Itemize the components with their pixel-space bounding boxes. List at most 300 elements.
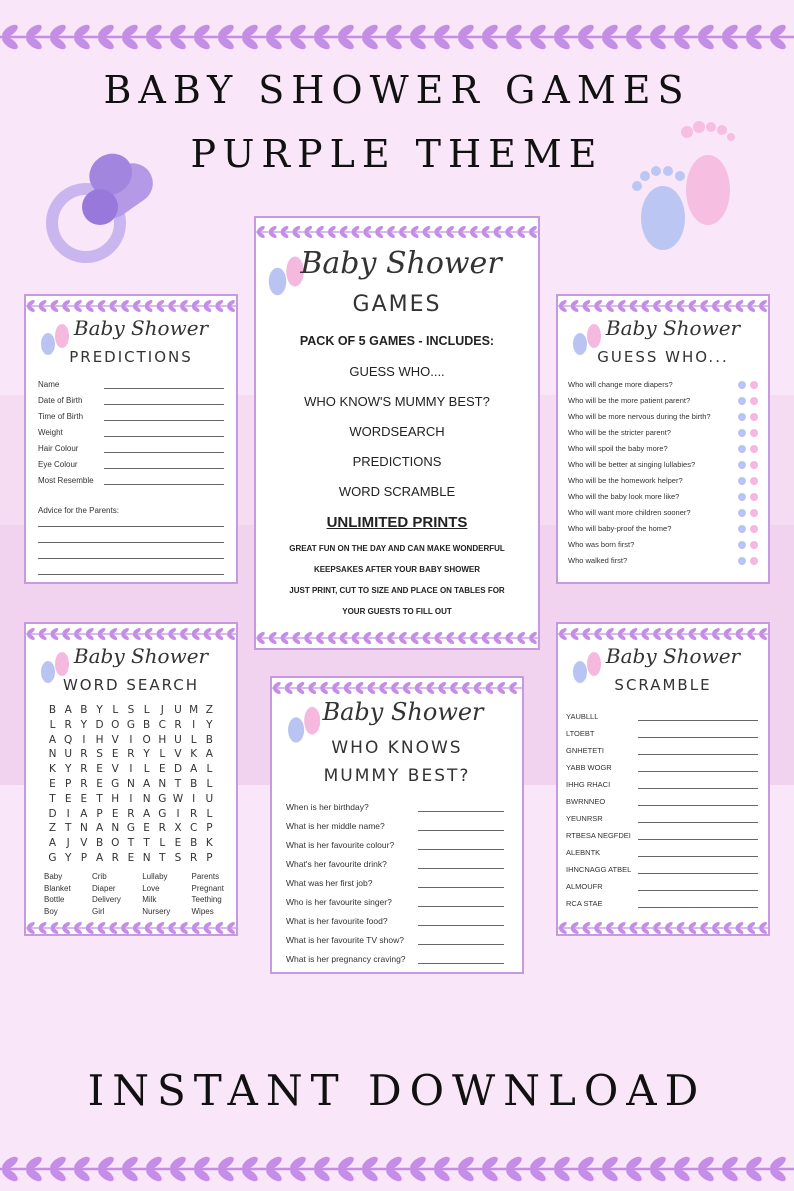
grid-letter[interactable]: N — [111, 822, 120, 835]
page-title: BABY SHOWER GAMES — [103, 68, 691, 112]
scramble-word — [566, 797, 758, 807]
grid-letter[interactable]: V — [80, 837, 88, 850]
card-vine-bottom — [558, 920, 768, 936]
grid-letter[interactable]: D — [95, 718, 104, 731]
question-text: Who will change more diapers? — [568, 380, 673, 389]
choice-dot-pink[interactable] — [750, 557, 758, 565]
answer-line — [638, 856, 758, 857]
grid-letter[interactable]: J — [160, 704, 164, 716]
grid-letter[interactable]: E — [111, 807, 119, 820]
grid-letter[interactable]: R — [174, 718, 182, 731]
grid-letter[interactable]: I — [129, 763, 133, 776]
prediction-label: Hair Colour — [38, 444, 79, 453]
grid-letter[interactable]: V — [174, 748, 182, 761]
grid-letter[interactable]: A — [95, 822, 104, 835]
choice-dot-pink[interactable] — [750, 397, 758, 405]
choice-dot-pink[interactable] — [750, 461, 758, 469]
game-item: WORD SCRAMBLE — [338, 484, 456, 499]
grid-letter[interactable]: T — [174, 777, 182, 790]
grid-letter[interactable]: D — [48, 807, 57, 820]
script-title: Baby Shower — [605, 644, 741, 668]
answer-line — [638, 805, 758, 806]
grid-letter[interactable]: L — [190, 733, 197, 746]
grid-letter[interactable]: N — [142, 792, 151, 805]
answer-line — [638, 839, 758, 840]
grid-letter[interactable]: A — [205, 748, 213, 761]
grid-letter[interactable]: N — [158, 777, 167, 790]
grid-letter[interactable]: P — [65, 777, 72, 790]
grid-letter[interactable]: N — [142, 851, 151, 864]
answer-line — [418, 887, 504, 888]
grid-letter[interactable]: R — [80, 748, 88, 761]
question-text: Who will spoil the baby more? — [568, 444, 668, 453]
grid-letter[interactable]: E — [127, 851, 135, 864]
word-item: Blanket — [44, 883, 71, 893]
scramble-word — [566, 848, 758, 858]
answer-line — [418, 868, 504, 869]
grid-letter[interactable]: R — [80, 777, 88, 790]
grid-letter[interactable]: S — [127, 704, 135, 716]
card-who-knows-mummy — [270, 676, 524, 974]
word-list — [44, 871, 224, 917]
choice-dot-blue[interactable] — [738, 461, 746, 469]
grid-letter[interactable]: B — [143, 718, 151, 731]
grid-letter[interactable]: R — [190, 851, 198, 864]
choice-dot-blue[interactable] — [738, 397, 746, 405]
grid-letter[interactable]: R — [127, 748, 135, 761]
word-item: Delivery — [91, 895, 121, 904]
grid-letter[interactable]: Y — [206, 718, 213, 731]
grid-letter[interactable]: Y — [80, 718, 88, 731]
scramble-word — [566, 712, 758, 722]
mummy-question — [286, 821, 504, 832]
word-item: Pregnant — [191, 883, 224, 893]
grid-letter[interactable]: U — [174, 704, 182, 716]
card-heading: SCRAMBLE — [614, 676, 712, 694]
grid-letter[interactable]: L — [143, 704, 150, 716]
question-text: Who will be better at singing lullabies? — [568, 460, 696, 469]
grid-letter[interactable]: O — [111, 837, 120, 850]
card-heading: GAMES — [352, 292, 442, 317]
question-text: What was her first job? — [286, 878, 373, 888]
answer-line — [418, 944, 504, 945]
word-item: Baby — [44, 872, 63, 881]
choice-dot-pink[interactable] — [750, 381, 758, 389]
grid-letter[interactable]: B — [80, 704, 88, 716]
card-heading-line1: WHO KNOWS — [331, 738, 463, 758]
guess-who-question — [568, 380, 758, 390]
scrambled-text: ALMOUFR — [566, 882, 603, 891]
grid-letter[interactable]: T — [49, 792, 56, 805]
grid-letter[interactable]: C — [158, 718, 166, 731]
grid-letter[interactable]: A — [143, 777, 151, 790]
question-text: Who will baby-proof the home? — [568, 524, 672, 533]
vine-border-bottom — [0, 1152, 794, 1186]
grid-row — [46, 748, 216, 763]
question-text: Who will want more children sooner? — [568, 508, 691, 517]
guess-who-question — [568, 540, 758, 550]
grid-letter[interactable]: B — [48, 704, 57, 716]
grid-row — [46, 808, 216, 823]
vine-border-top — [0, 20, 794, 54]
answer-line — [638, 720, 758, 721]
grid-row — [46, 852, 216, 867]
answer-line — [418, 963, 504, 964]
grid-letter[interactable]: A — [48, 837, 57, 850]
grid-letter[interactable]: Y — [64, 763, 72, 776]
grid-letter[interactable]: R — [127, 807, 135, 820]
answer-line — [638, 788, 758, 789]
grid-letter[interactable]: O — [142, 733, 151, 746]
grid-letter[interactable]: I — [192, 792, 196, 805]
grid-letter[interactable]: U — [174, 733, 182, 746]
guess-who-question — [568, 460, 758, 470]
word-item: Teething — [191, 895, 222, 904]
grid-letter[interactable]: R — [158, 822, 166, 835]
advice-line — [38, 550, 224, 560]
choice-dot-pink[interactable] — [750, 525, 758, 533]
prediction-field — [38, 476, 224, 486]
answer-line — [418, 849, 504, 850]
scrambled-text: BWRNNEO — [566, 797, 606, 806]
grid-letter[interactable]: K — [205, 837, 213, 850]
answer-line — [104, 484, 224, 485]
guess-who-question — [568, 444, 758, 454]
choice-dot-pink[interactable] — [750, 509, 758, 517]
choice-dot-pink[interactable] — [750, 445, 758, 453]
grid-letter[interactable]: N — [127, 777, 135, 790]
grid-letter[interactable]: P — [80, 851, 88, 864]
grid-letter[interactable]: I — [129, 733, 133, 746]
grid-letter[interactable]: R — [80, 763, 88, 776]
script-title: Baby Shower — [300, 246, 502, 281]
choice-dot-blue[interactable] — [738, 477, 746, 485]
advice-line — [38, 566, 224, 576]
grid-letter[interactable]: N — [48, 748, 57, 761]
card-heading: WORD SEARCH — [62, 676, 200, 694]
grid-letter[interactable]: I — [66, 807, 70, 820]
mummy-question — [286, 935, 504, 946]
grid-letter[interactable]: G — [111, 777, 120, 790]
answer-line — [638, 771, 758, 772]
scrambled-text: RTBESA NEGFDEI — [566, 831, 631, 840]
grid-row — [46, 704, 216, 719]
script-title: Baby Shower — [322, 698, 484, 726]
grid-letter[interactable]: T — [64, 822, 72, 835]
word-column — [192, 871, 224, 917]
mummy-question — [286, 878, 504, 889]
card-heading-line2: MUMMY BEST? — [323, 766, 471, 786]
word-item: Nursery — [142, 906, 171, 916]
game-item: PREDICTIONS — [352, 454, 442, 469]
pacifier-icon — [38, 135, 168, 265]
grid-letter[interactable]: L — [206, 777, 213, 790]
grid-letter[interactable]: I — [192, 718, 196, 731]
scrambled-text: ALEBNTK — [566, 848, 601, 857]
grid-letter[interactable]: H — [95, 733, 104, 746]
grid-letter[interactable]: R — [111, 851, 119, 864]
grid-letter[interactable]: E — [96, 763, 103, 776]
scrambled-text: YEUNRSR — [566, 814, 603, 823]
grid-letter[interactable]: B — [95, 837, 104, 850]
card-predictions — [24, 294, 238, 584]
grid-letter[interactable]: S — [96, 748, 103, 761]
grid-letter[interactable]: D — [173, 763, 183, 776]
choice-dot-blue[interactable] — [738, 525, 746, 533]
grid-letter[interactable]: I — [82, 733, 86, 746]
grid-letter[interactable]: P — [206, 822, 213, 835]
script-title: Baby Shower — [73, 644, 209, 668]
answer-line — [418, 830, 504, 831]
grid-letter[interactable]: E — [111, 748, 119, 761]
description-line: GREAT FUN ON THE DAY AND CAN MAKE WONDERFUL — [289, 544, 505, 553]
grid-letter[interactable]: A — [95, 851, 104, 864]
word-item: Girl — [91, 906, 105, 916]
grid-letter[interactable]: T — [159, 851, 166, 864]
mummy-question — [286, 954, 504, 965]
card-vine-top — [256, 224, 538, 240]
advice-line — [38, 534, 224, 544]
grid-letter[interactable]: G — [48, 851, 57, 864]
answer-line — [104, 420, 224, 421]
answer-line — [104, 436, 224, 437]
scramble-word — [566, 729, 758, 739]
card-vine-top — [26, 626, 236, 642]
game-item: GUESS WHO.... — [349, 364, 445, 379]
page-subtitle: PURPLE THEME — [190, 132, 604, 176]
grid-letter[interactable]: A — [64, 704, 72, 716]
grid-letter[interactable]: E — [143, 822, 150, 835]
choice-dot-blue[interactable] — [738, 541, 746, 549]
description-line: YOUR GUESTS TO FILL OUT — [342, 607, 452, 616]
choice-dot-pink[interactable] — [750, 413, 758, 421]
grid-letter[interactable]: A — [80, 807, 88, 820]
grid-letter[interactable]: M — [189, 704, 199, 716]
scrambled-text: RCA STAE — [566, 899, 603, 908]
grid-letter[interactable]: T — [96, 792, 103, 805]
grid-letter[interactable]: A — [48, 733, 57, 746]
grid-letter[interactable]: E — [96, 777, 103, 790]
question-text: Who was born first? — [568, 540, 635, 549]
guess-who-question — [568, 428, 758, 438]
description-line: KEEPSAKES AFTER YOUR BABY SHOWER — [313, 565, 481, 574]
scrambled-text: LTOEBT — [566, 729, 595, 738]
word-item: Bottle — [44, 895, 65, 904]
choice-dot-blue[interactable] — [738, 493, 746, 501]
grid-letter[interactable]: L — [159, 748, 166, 761]
word-item: Diaper — [91, 883, 116, 893]
grid-letter[interactable]: Y — [64, 851, 72, 864]
word-item: Parents — [191, 872, 220, 881]
grid-letter[interactable]: R — [190, 807, 198, 820]
scramble-word — [566, 831, 758, 841]
choice-dot-pink[interactable] — [750, 541, 758, 549]
grid-letter[interactable]: G — [126, 822, 135, 835]
scrambled-text: IHNCNAGG ATBEL — [566, 865, 632, 874]
question-text: What is her favourite food? — [286, 916, 388, 926]
grid-letter[interactable]: N — [79, 822, 88, 835]
answer-line — [638, 907, 758, 908]
grid-letter[interactable]: B — [190, 837, 198, 850]
advice-line — [38, 518, 224, 528]
question-text: What is her pregnancy craving? — [286, 954, 406, 964]
answer-line — [104, 388, 224, 389]
grid-letter[interactable]: W — [172, 792, 184, 805]
grid-letter[interactable]: L — [143, 763, 150, 776]
grid-row — [46, 822, 216, 837]
grid-letter[interactable]: U — [205, 792, 214, 805]
grid-letter[interactable]: I — [176, 807, 180, 820]
grid-letter[interactable]: L — [206, 807, 213, 820]
grid-letter[interactable]: P — [206, 851, 213, 864]
card-vine-bottom — [256, 630, 538, 646]
choice-dot-blue[interactable] — [738, 557, 746, 565]
grid-letter[interactable]: E — [80, 792, 88, 805]
grid-letter[interactable]: R — [64, 718, 72, 731]
grid-letter[interactable]: J — [66, 837, 70, 850]
description-line: JUST PRINT, CUT TO SIZE AND PLACE ON TABLES FOR — [289, 586, 505, 595]
card-heading: PREDICTIONS — [69, 348, 193, 366]
answer-line — [104, 404, 224, 405]
card-guess-who — [556, 294, 770, 584]
grid-letter[interactable]: L — [49, 718, 56, 731]
choice-dot-blue[interactable] — [738, 381, 746, 389]
prediction-field — [38, 428, 224, 438]
grid-letter[interactable]: E — [158, 763, 166, 776]
grid-letter[interactable]: Y — [96, 704, 103, 716]
guess-who-question — [568, 396, 758, 406]
choice-dot-pink[interactable] — [750, 477, 758, 485]
choice-dot-blue[interactable] — [738, 429, 746, 437]
grid-letter[interactable]: K — [49, 763, 56, 776]
answer-line — [104, 468, 224, 469]
scramble-word — [566, 814, 758, 824]
choice-dot-blue[interactable] — [738, 445, 746, 453]
card-vine-top — [272, 680, 522, 696]
grid-letter[interactable]: T — [143, 837, 150, 850]
prediction-field — [38, 444, 224, 454]
grid-letter[interactable]: P — [96, 807, 103, 820]
scrambled-text: IHHG RHACI — [566, 780, 611, 789]
grid-letter[interactable]: G — [126, 718, 135, 731]
grid-letter[interactable]: T — [127, 837, 135, 850]
game-item: WORDSEARCH — [349, 424, 445, 439]
grid-letter[interactable]: H — [158, 733, 167, 746]
question-text: What is her middle name? — [286, 821, 385, 831]
prediction-field — [38, 396, 224, 406]
question-text: Who walked first? — [568, 556, 628, 565]
grid-row — [46, 778, 216, 793]
advice-label: Advice for the Parents: — [38, 506, 119, 515]
card-vine-top — [558, 298, 768, 314]
grid-letter[interactable]: E — [174, 837, 182, 850]
grid-letter[interactable]: Y — [143, 748, 150, 761]
choice-dot-pink[interactable] — [750, 429, 758, 437]
word-column — [44, 871, 71, 917]
grid-letter[interactable]: O — [111, 718, 120, 731]
choice-dot-pink[interactable] — [750, 493, 758, 501]
answer-line — [104, 452, 224, 453]
game-item: WHO KNOW'S MUMMY BEST? — [304, 394, 490, 409]
grid-letter[interactable]: E — [49, 777, 56, 790]
grid-letter[interactable]: Z — [48, 822, 57, 835]
scramble-word — [566, 899, 758, 909]
mummy-question — [286, 802, 504, 813]
word-column — [142, 871, 170, 917]
card-vine-bottom — [26, 920, 236, 936]
grid-row — [46, 734, 216, 749]
choice-dot-blue[interactable] — [738, 509, 746, 517]
question-text: Who will be the more patient parent? — [568, 396, 691, 405]
prediction-label: Time of Birth — [38, 412, 84, 421]
grid-row — [46, 763, 216, 778]
choice-dot-blue[interactable] — [738, 413, 746, 421]
guess-who-question — [568, 508, 758, 518]
grid-letter[interactable]: S — [174, 851, 182, 864]
guess-who-question — [568, 492, 758, 502]
question-text: Who will be the homework helper? — [568, 476, 683, 485]
grid-letter[interactable]: Z — [205, 704, 213, 716]
guess-who-question — [568, 476, 758, 486]
grid-letter[interactable]: L — [159, 837, 166, 850]
prediction-field — [38, 412, 224, 422]
scramble-word — [566, 746, 758, 756]
grid-letter[interactable]: G — [158, 807, 167, 820]
prediction-label: Eye Colour — [38, 460, 78, 469]
grid-letter[interactable]: B — [190, 777, 198, 790]
grid-letter[interactable]: C — [190, 822, 198, 835]
grid-letter[interactable]: Q — [64, 733, 73, 746]
scrambled-text: YAUBLLL — [566, 712, 599, 721]
grid-letter[interactable]: L — [112, 704, 119, 716]
card-games-pack — [254, 216, 540, 650]
grid-row — [46, 793, 216, 808]
question-text: Who is her favourite singer? — [286, 897, 392, 907]
question-text: What is her favourite TV show? — [286, 935, 404, 945]
grid-letter[interactable]: L — [206, 763, 213, 776]
grid-letter[interactable]: U — [64, 748, 73, 761]
prediction-label: Weight — [38, 428, 63, 437]
grid-letter[interactable]: B — [205, 733, 213, 746]
question-text: Who will the baby look more like? — [568, 492, 680, 501]
grid-row — [46, 837, 216, 852]
word-search-grid — [46, 704, 216, 867]
prediction-label: Most Resemble — [38, 476, 94, 485]
question-text: When is her birthday? — [286, 802, 369, 812]
grid-letter[interactable]: A — [190, 763, 198, 776]
answer-line — [638, 822, 758, 823]
answer-line — [418, 811, 504, 812]
scramble-word — [566, 882, 758, 892]
grid-letter[interactable]: E — [64, 792, 72, 805]
card-vine-top — [558, 626, 768, 642]
grid-letter[interactable]: G — [158, 792, 167, 805]
grid-letter[interactable]: V — [111, 763, 119, 776]
grid-letter[interactable]: V — [111, 733, 119, 746]
grid-letter[interactable]: X — [174, 822, 182, 835]
grid-letter[interactable]: I — [129, 792, 133, 805]
word-item: Lullaby — [142, 872, 168, 881]
baby-feet-icon — [625, 118, 745, 258]
guess-who-question — [568, 524, 758, 534]
script-title: Baby Shower — [605, 316, 741, 340]
grid-letter[interactable]: A — [143, 807, 151, 820]
question-text: What is her favourite colour? — [286, 840, 395, 850]
grid-letter[interactable]: K — [190, 748, 198, 761]
guess-who-question — [568, 412, 758, 422]
grid-letter[interactable]: H — [111, 792, 120, 805]
scramble-word — [566, 865, 758, 875]
